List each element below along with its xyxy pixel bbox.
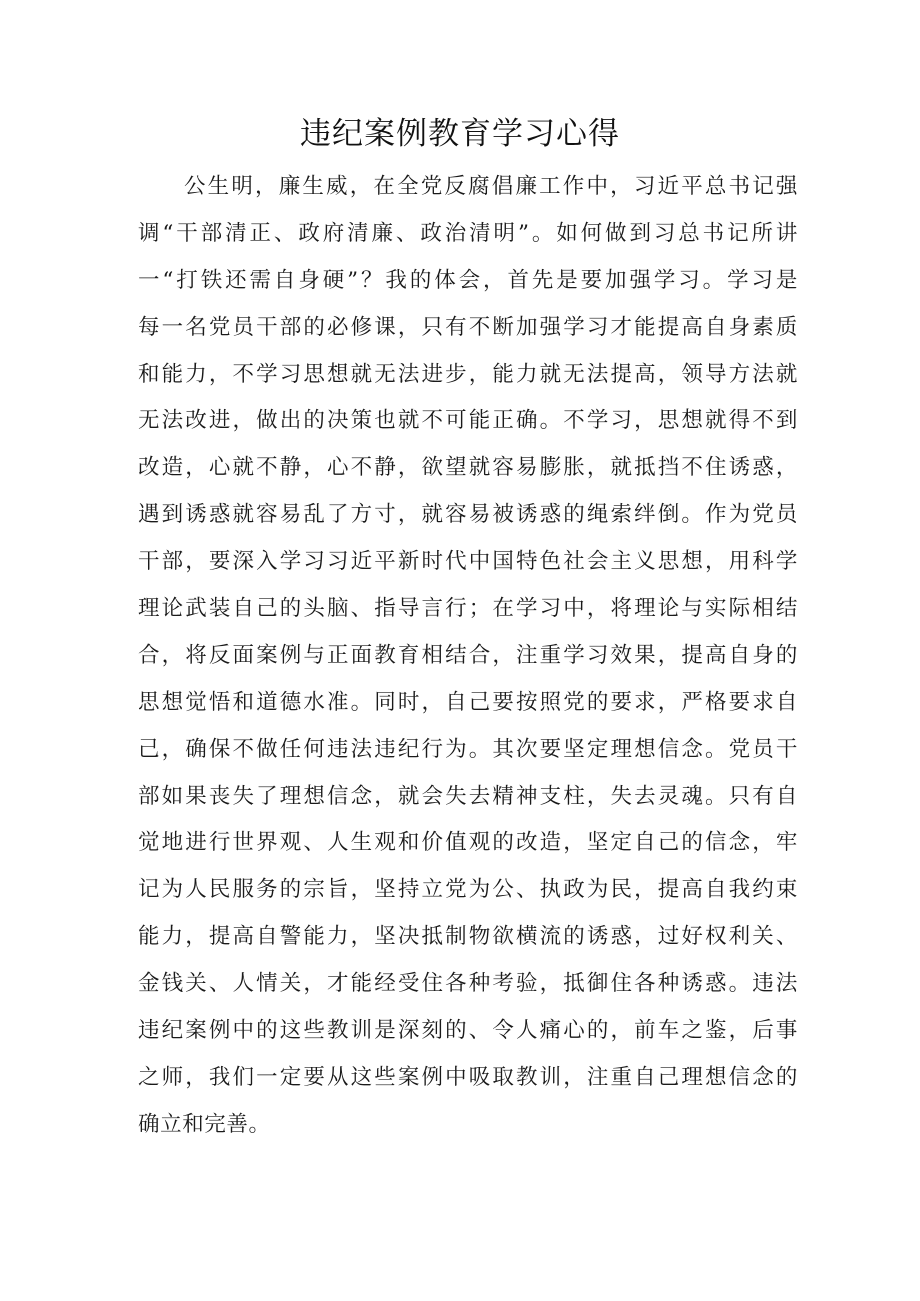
paragraph-line: 干部，要深入学习习近平新时代中国特色社会主义思想，用科学 — [138, 549, 798, 575]
paragraph-line: 确立和完善。 — [138, 1111, 271, 1137]
paragraph-line: 调“干部清正、政府清廉、政治清明”。如何做到习总书记所讲 — [138, 220, 798, 246]
paragraph-line: 和能力，不学习思想就无法进步，能力就无法提高，领导方法就 — [138, 361, 798, 387]
paragraph-line: 部如果丧失了理想信念，就会失去精神支柱，失去灵魂。只有自 — [138, 783, 798, 809]
paragraph-line: 己，确保不做任何违法违纪行为。其次要坚定理想信念。党员干 — [138, 736, 798, 762]
paragraph-line: 无法改进，做出的决策也就不可能正确。不学习，思想就得不到 — [138, 408, 798, 434]
paragraph-line: 遇到诱惑就容易乱了方寸，就容易被诱惑的绳索绊倒。作为党员 — [138, 502, 798, 528]
paragraph-line: 记为人民服务的宗旨，坚持立党为公、执政为民，提高自我约束 — [138, 877, 798, 903]
paragraph-line: 之师，我们一定要从这些案例中吸取教训，注重自己理想信念的 — [138, 1064, 798, 1090]
paragraph-line: 违纪案例中的这些教训是深刻的、令人痛心的，前车之鉴，后事 — [138, 1018, 798, 1044]
paragraph-line: 理论武装自己的头脑、指导言行；在学习中，将理论与实际相结 — [138, 596, 798, 622]
document-title: 违纪案例教育学习心得 — [300, 116, 620, 152]
body-paragraph — [138, 164, 798, 1149]
paragraph-line: 一“打铁还需自身硬”？我的体会，首先是要加强学习。学习是 — [138, 267, 798, 293]
paragraph-line: 金钱关、人情关，才能经受住各种考验，抵御住各种诱惑。违法 — [138, 971, 798, 997]
paragraph-line: 公生明，廉生威，在全党反腐倡廉工作中，习近平总书记强 — [184, 174, 798, 199]
paragraph-line: 思想觉悟和道德水准。同时，自己要按照党的要求，严格要求自 — [138, 689, 798, 715]
paragraph-line: 改造，心就不静，心不静，欲望就容易膨胀，就抵挡不住诱惑， — [138, 455, 798, 481]
paragraph-line: 每一名党员干部的必修课，只有不断加强学习才能提高自身素质 — [138, 314, 798, 340]
paragraph-line: 能力，提高自警能力，坚决抵制物欲横流的诱惑，过好权利关、 — [138, 924, 798, 950]
paragraph-line: 觉地进行世界观、人生观和价值观的改造，坚定自己的信念，牢 — [138, 830, 798, 856]
paragraph-line: 合，将反面案例与正面教育相结合，注重学习效果，提高自身的 — [138, 642, 798, 668]
